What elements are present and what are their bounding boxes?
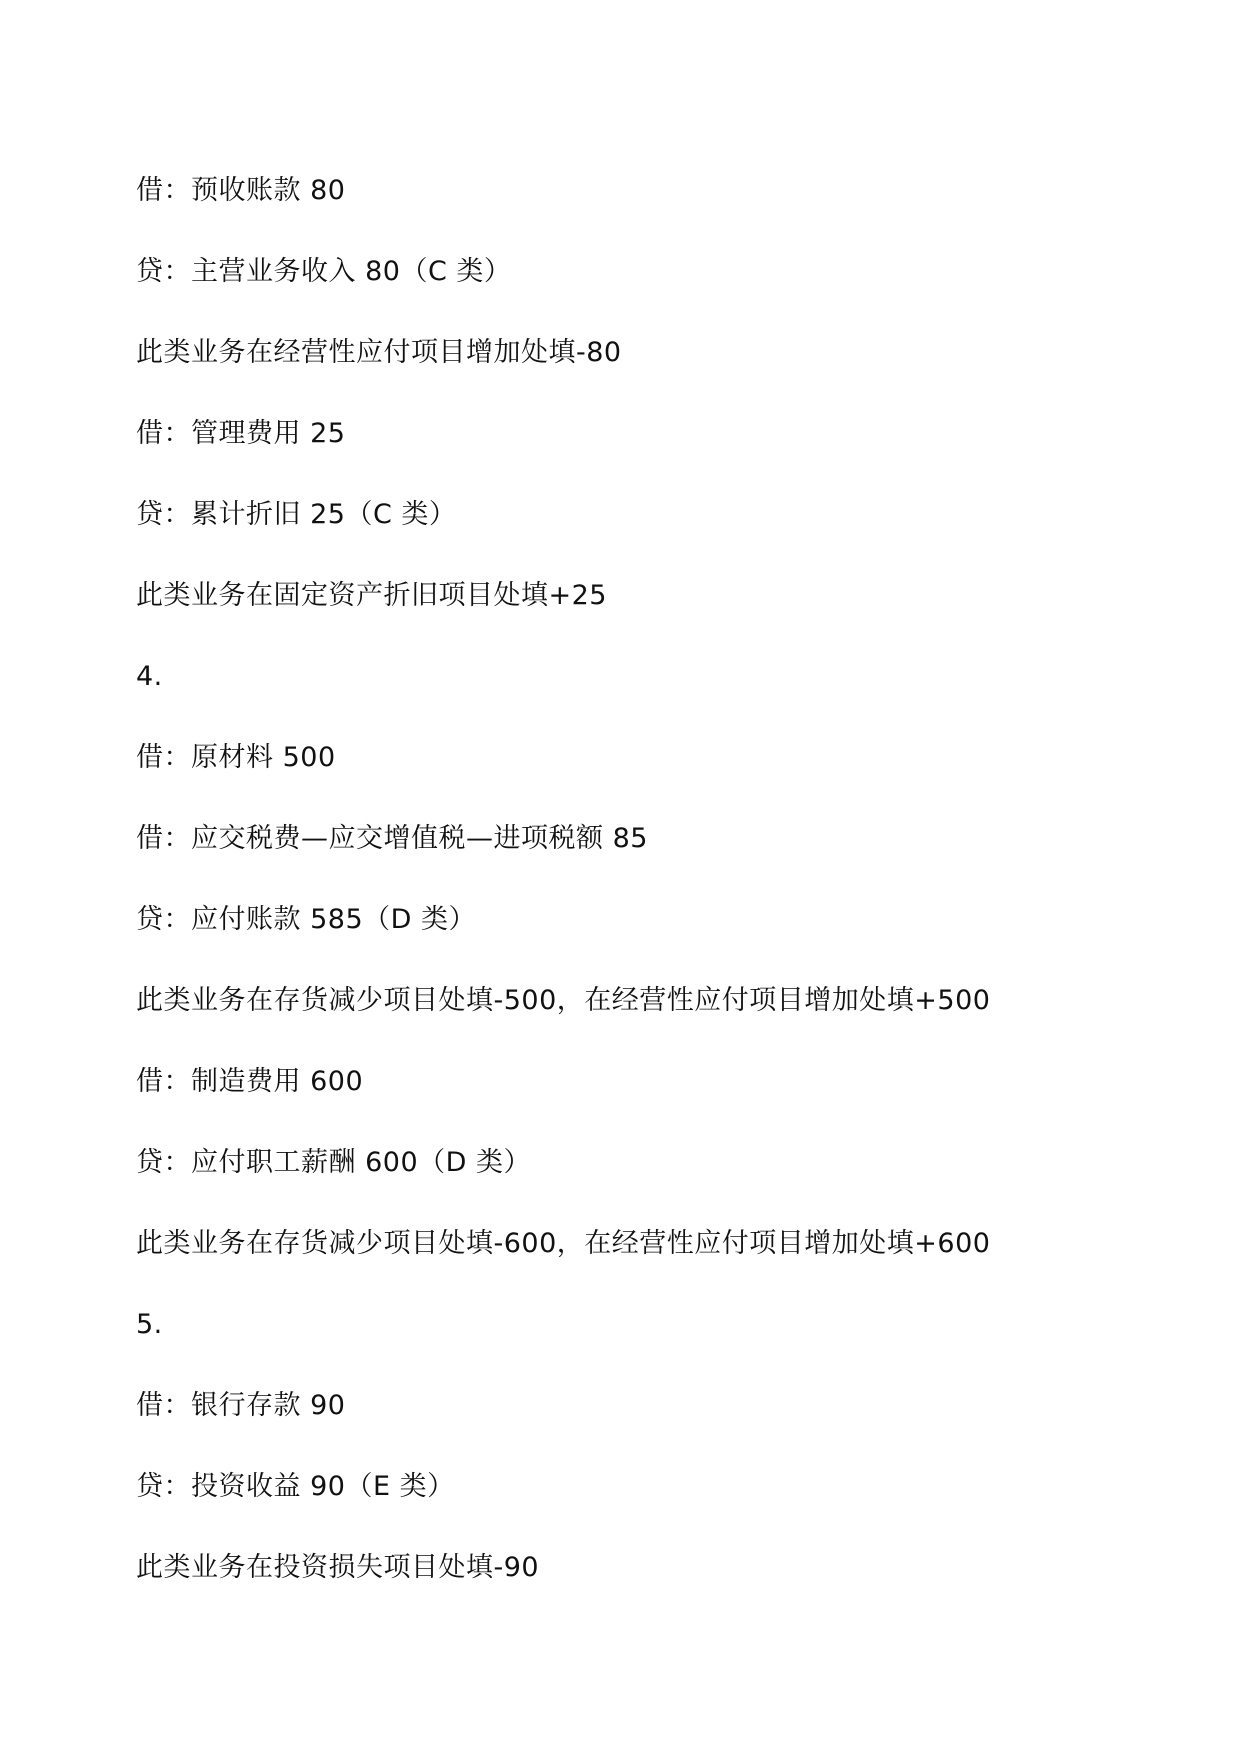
entry-line: 贷：主营业务收入 80（C 类）	[136, 256, 512, 287]
section-number: 5.	[136, 1309, 163, 1340]
entry-line: 借：管理费用 25	[136, 418, 346, 449]
entry-line: 此类业务在存货减少项目处填-600，在经营性应付项目增加处填+600	[136, 1228, 991, 1259]
entry-line: 借：预收账款 80	[136, 175, 346, 206]
entry-line: 贷：累计折旧 25（C 类）	[136, 499, 457, 530]
entry-line: 此类业务在投资损失项目处填-90	[136, 1552, 540, 1583]
entry-line: 借：原材料 500	[136, 742, 336, 773]
entry-line: 借：应交税费—应交增值税—进项税额 85	[136, 823, 648, 854]
entry-line: 此类业务在经营性应付项目增加处填-80	[136, 337, 622, 368]
entry-line: 此类业务在固定资产折旧项目处填+25	[136, 580, 607, 611]
entry-line: 借：制造费用 600	[136, 1066, 364, 1097]
entry-line: 此类业务在存货减少项目处填-500，在经营性应付项目增加处填+500	[136, 985, 991, 1016]
entry-line: 借：银行存款 90	[136, 1390, 346, 1421]
entry-line: 贷：应付职工薪酬 600（D 类）	[136, 1147, 531, 1178]
section-number: 4.	[136, 661, 163, 692]
entry-line: 贷：应付账款 585（D 类）	[136, 904, 476, 935]
entry-line: 贷：投资收益 90（E 类）	[136, 1471, 455, 1502]
entry-lines	[136, 166, 990, 1624]
